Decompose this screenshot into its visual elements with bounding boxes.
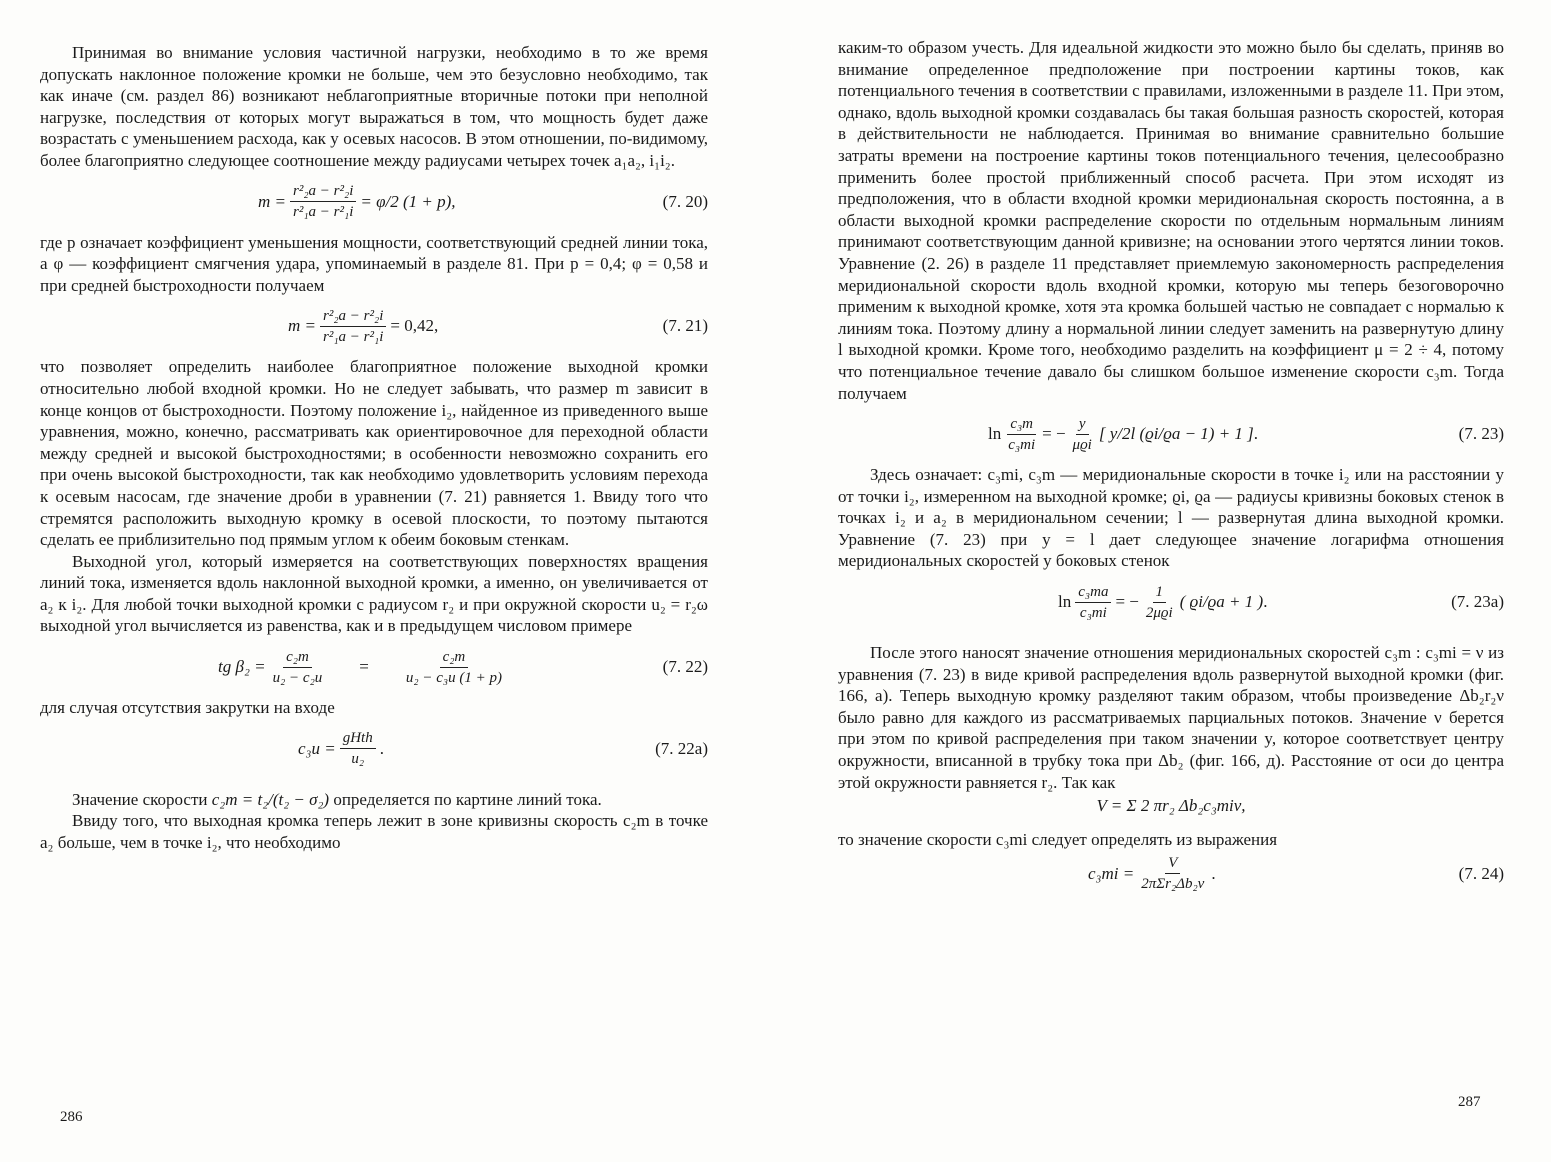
eq-numerator: c₂m xyxy=(440,648,469,668)
paragraph: то значение скорости c₃mi следует определять из выражения xyxy=(838,830,1278,850)
eq-denominator: c₃mi xyxy=(1079,604,1107,621)
eq-fraction xyxy=(1143,583,1176,622)
equation-7-21 xyxy=(40,296,708,356)
eq-denominator: 2μϱi xyxy=(1145,604,1173,621)
eq-lhs: m = xyxy=(288,316,316,336)
eq-rhs: = φ/2 (1 + p), xyxy=(360,191,456,211)
paragraph: каким-то образом учесть. Для идеальной жидкости это можно было бы сделать, приняв во внимание определенное предположение при построении картины токов, как потенциального течения в соответствии с правилами, изложенными в разделе 11. При этом, однако, вдоль выходной кромки создавалась бы такая большая разность скоростей, которая в действительности не наблюдается. Принимая во внимание сравнительно большие затраты времени на построение картины токов потенциального течения, целесообразно применить более простой приближенный способ расчета. При этом исходят из предположения, что в области входной кромки меридиональная скорость постоянна, а в области выходной кромки распределение скорости по отдельным нормальным линиям принимают соответствующим данной кривизне; на основании этого чертятся линии токов. Уравнение (2. 26) в разделе 11 представляет приемлемую закономерность распределения меридиональной скорости вдоль входной кромки, которую мы теперь безоговорочно применим к выходной кромке, хотя эта кромка большей частью не совпадает с нормалью к линиям тока. Поэтому длину a нормальной линии следует заменить на развернутую длину l выходной кромки. Кроме того, необходимо разделить на коэффициент μ = 2 ÷ 4, потому что потенциальное течение давало бы слишком большое изменение скорости c₃m. Тогда получаем xyxy=(838,38,1504,403)
eq-numerator: 1 xyxy=(1153,583,1167,603)
eq-rhs: . xyxy=(379,738,384,758)
eq-fraction xyxy=(340,729,376,768)
equation-number: (7. 23) xyxy=(1458,424,1504,444)
equation-7-24 xyxy=(838,851,1504,897)
eq-denominator: r²₁a − r²₁i xyxy=(323,328,384,345)
eq-lhs: m = xyxy=(258,191,286,211)
equation-flow-rate: V = Σ 2 πr₂ Δb₂c₃miν, xyxy=(1096,796,1246,816)
eq-denominator: r²₁a − r²₁i xyxy=(293,204,354,221)
eq-denominator: u₂ − c₃u (1 + p) xyxy=(405,669,502,686)
eq-lhs: tg β₂ = xyxy=(218,657,266,677)
left-page xyxy=(40,0,708,1162)
paragraph: Здесь означает: c₃mi, c₃m — меридиональные скорости в точке i₂ или на расстоянии y от точки i₂, измеренном на выходной кромке; ϱi, ϱa — радиусы кривизны боковых стенок в точках i₂ и a₂ в меридиональном сечении; l — развернутая длина выходной кромки. Уравнение (7. 23) при y = l дает следующее значение логарифма отношения меридиональных скоростей у боковых стенок xyxy=(838,465,1504,571)
equation-number: (7. 24) xyxy=(1458,863,1504,883)
eq-fraction xyxy=(1005,415,1038,454)
equation-7-23 xyxy=(838,404,1504,464)
eq-lhs: c₃mi = xyxy=(1088,863,1135,883)
eq-denominator: 2πΣr₂Δb₂ν xyxy=(1141,876,1205,893)
equation-number: (7. 21) xyxy=(662,316,708,336)
eq-operator: = − xyxy=(1042,424,1066,444)
eq-numerator: c₃ma xyxy=(1075,583,1111,603)
eq-fraction xyxy=(320,307,386,346)
eq-numerator: gHth xyxy=(340,729,376,749)
eq-equals: = xyxy=(359,657,369,677)
eq-numerator: y xyxy=(1076,415,1089,435)
paragraph xyxy=(40,789,708,811)
equation-number: (7. 23a) xyxy=(1451,592,1504,612)
paragraph: для случая отсутствия закрутки на входе xyxy=(40,698,335,718)
eq-fraction xyxy=(1075,583,1111,622)
eq-lhs: c₃u = xyxy=(298,738,336,758)
eq-fraction xyxy=(403,648,505,687)
eq-fraction xyxy=(290,182,356,221)
paragraph: Ввиду того, что выходная кромка теперь лежит в зоне кривизны скорость c₂m в точке a₂ больше, чем в точке i₂, что необходимо xyxy=(40,811,708,852)
eq-rhs: . xyxy=(1263,592,1268,612)
eq-numerator: r²₂a − r²₂i xyxy=(290,182,356,202)
equation-number: (7. 20) xyxy=(662,191,708,211)
equation-number: (7. 22) xyxy=(662,657,708,677)
equation-7-23a xyxy=(838,572,1504,632)
right-page xyxy=(838,0,1504,1162)
inline-formula: c₂m = t₂/(t₂ − σ₂) xyxy=(211,789,330,809)
inline-text: Значение скорости xyxy=(72,789,208,809)
eq-lhs: ln xyxy=(1058,592,1072,612)
eq-rhs: = 0,42, xyxy=(390,316,439,336)
eq-numerator: c₂m xyxy=(283,648,312,668)
paragraph: После этого наносят значение отношения меридиональных скоростей c₃m : c₃mi = ν из уравнения (7. 23) в виде кривой распределения вдоль развернутой выходной кромки (фиг. 166, a). Теперь выходную кромку разделяют таким образом, чтобы произведение Δb₂r₂ν было равно для каждого из рассматриваемых парциальных потоков. Значение ν берется при этом по кривой распределения при таком значении y, которое соответствует центру окружности, вписанной в трубку тока при Δb₂ (фиг. 166, д). Расстояние от оси до центра этой окружности равняется r₂. Так как xyxy=(838,643,1504,792)
equation-number: (7. 22a) xyxy=(655,738,708,758)
eq-denominator: u₂ − c₂u xyxy=(272,669,323,686)
eq-fraction xyxy=(1138,854,1207,893)
eq-bracket: ( ϱi/ϱa + 1 ) xyxy=(1179,592,1264,612)
eq-denominator: μϱi xyxy=(1072,436,1092,453)
equation-7-22a xyxy=(40,719,708,779)
eq-lhs: ln xyxy=(988,424,1002,444)
eq-denominator: c₃mi xyxy=(1008,436,1036,453)
eq-bracket: [ y/2l (ϱi/ϱa − 1) + 1 ] xyxy=(1098,424,1254,444)
eq-numerator: V xyxy=(1165,854,1180,874)
paragraph: Принимая во внимание условия частичной нагрузки, необходимо в то же время допускать наклонное положение кромки не больше, чем это безусловно необходимо, так как иначе (см. раздел 86) возникают неблагоприятные вторичные потоки при неполной нагрузке, последствия от которых могут выражаться в том, что мощность будет даже возрастать с уменьшением расхода, как у осевых насосов. В этом отношении, по-видимому, более благоприятно следующее соотношение между радиусами четырех точек a₁a₂, i₁i₂. xyxy=(40,43,708,170)
eq-rhs: . xyxy=(1253,424,1259,444)
paragraph: Выходной угол, который измеряется на соответствующих поверхностях вращения линий тока, изменяется вдоль наклонной выходной кромки, а именно, он увеличивается от a₂ к i₂. Для любой точки выходной кромки с радиусом r₂ и при окружной скорости u₂ = r₂ω выходной угол вычисляется из равенства, как и в предыдущем числовом примере xyxy=(40,551,708,636)
page-number: 286 xyxy=(60,1109,83,1125)
eq-rhs: . xyxy=(1211,863,1216,883)
eq-fraction xyxy=(1070,415,1095,454)
equation-7-20 xyxy=(40,172,708,232)
eq-fraction xyxy=(270,648,326,687)
inline-text: определяется по картине линий тока. xyxy=(333,789,602,809)
eq-operator: = − xyxy=(1115,592,1139,612)
equation-7-22 xyxy=(40,637,708,697)
page-number: 287 xyxy=(1458,1094,1481,1110)
eq-numerator: c₃m xyxy=(1007,415,1036,435)
eq-numerator: r²₂a − r²₂i xyxy=(320,307,386,327)
paragraph: где p означает коэффициент уменьшения мощности, соответствующий средней линии тока, а φ — коэффициент смягчения удара, упоминаемый в разделе 81. При p = 0,4; φ = 0,58 и при средней быстроходности получаем xyxy=(40,232,708,295)
eq-denominator: u₂ xyxy=(351,751,365,768)
paragraph: что позволяет определить наиболее благоприятное положение выходной кромки относительно любой входной кромки. Но не следует забывать, что размер m зависит в конце концов от быстроходности. Поэтому положение i₂, найденное из приведенного выше уравнения, можно, конечно, рассматривать как ориентировочное для переходной области между средней и высокой быстроходностями; в особенности невозможно сохранить его при очень высокой быстроходности, так как необходимо удовлетворить условиям перехода к осевым насосам, где значение дроби в уравнении (7. 21) равняется 1. Ввиду того что стремятся расположить выходную кромку в осевой плоскости, то поэтому пытаются сделать ее приблизительно под прямым углом к обеим боковым стенкам. xyxy=(40,357,708,550)
